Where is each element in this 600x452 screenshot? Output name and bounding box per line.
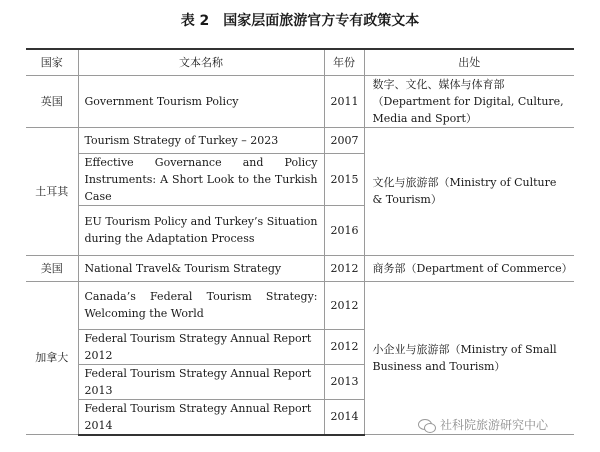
year-cell: 2014 xyxy=(324,399,364,435)
header-name: 文本名称 xyxy=(78,49,324,75)
watermark xyxy=(418,416,548,433)
country-cell: 英国 xyxy=(26,75,78,127)
table-row xyxy=(26,255,574,281)
country-cell: 美国 xyxy=(26,255,78,281)
doc-name-cell: Federal Tourism Strategy Annual Report 2012 xyxy=(78,329,324,364)
table-header-row xyxy=(26,49,574,75)
year-cell: 2012 xyxy=(324,281,364,329)
source-cell: 文化与旅游部（Ministry of Culture & Tourism） xyxy=(364,127,574,255)
doc-name-cell: Effective Governance and Policy Instruments: A Short Look to the Turkish Case xyxy=(78,153,324,205)
doc-name-cell: National Travel& Tourism Strategy xyxy=(78,255,324,281)
table-title: 表 2 国家层面旅游官方专有政策文本 xyxy=(180,13,420,29)
doc-name-cell: Federal Tourism Strategy Annual Report 2014 xyxy=(78,399,324,435)
doc-name-cell: Tourism Strategy of Turkey – 2023 xyxy=(78,127,324,153)
year-cell: 2013 xyxy=(324,364,364,399)
source-cell: 数字、文化、媒体与体育部（Department for Digital, Culture, Media and Sport） xyxy=(364,75,574,127)
year-cell: 2012 xyxy=(324,329,364,364)
doc-name-cell: Government Tourism Policy xyxy=(78,75,324,127)
source-cell: 商务部（Department of Commerce） xyxy=(364,255,574,281)
header-source: 出处 xyxy=(364,49,574,75)
year-cell: 2011 xyxy=(324,75,364,127)
year-cell: 2016 xyxy=(324,205,364,255)
doc-name-cell: Federal Tourism Strategy Annual Report 2013 xyxy=(78,364,324,399)
doc-name-cell: EU Tourism Policy and Turkey’s Situation during the Adaptation Process xyxy=(78,205,324,255)
year-cell: 2015 xyxy=(324,153,364,205)
header-country: 国家 xyxy=(26,49,78,75)
country-cell: 加拿大 xyxy=(26,281,78,435)
table-row xyxy=(26,75,574,127)
doc-name-cell: Canada’s Federal Tourism Strategy: Welcoming the World xyxy=(78,281,324,329)
year-cell: 2007 xyxy=(324,127,364,153)
watermark-text: 社科院旅游研究中心 xyxy=(440,418,549,432)
policy-table xyxy=(26,48,574,436)
table-row xyxy=(26,127,574,153)
wechat-icon xyxy=(418,418,436,432)
source-cell: 小企业与旅游部（Ministry of Small Business and Tourism） xyxy=(364,281,574,435)
year-cell: 2012 xyxy=(324,255,364,281)
country-cell: 土耳其 xyxy=(26,127,78,255)
header-year: 年份 xyxy=(324,49,364,75)
table-row xyxy=(26,281,574,329)
